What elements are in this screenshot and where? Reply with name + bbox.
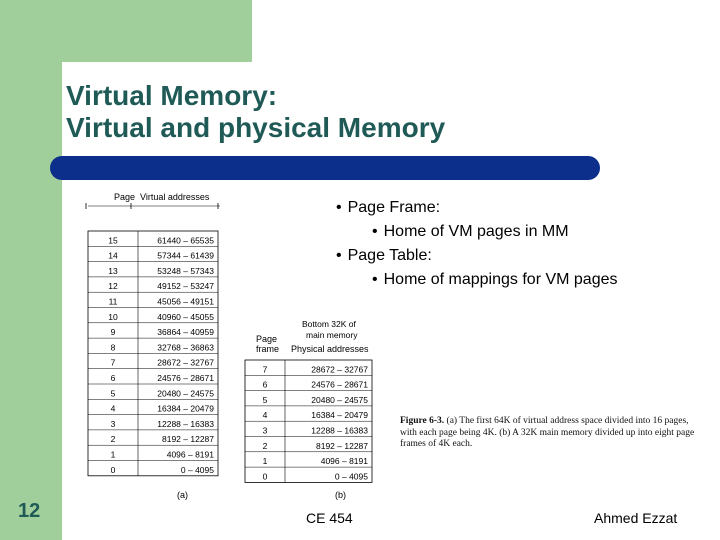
left-table-cell-address: 16384 – 20479 — [157, 403, 214, 414]
left-table — [88, 231, 218, 476]
bullet-text: Home of VM pages in MM — [383, 223, 569, 240]
right-table-cell-address: 4096 – 8191 — [320, 456, 368, 467]
left-table-cell-address: 24576 – 28671 — [157, 373, 214, 383]
title-line-2: Virtual and physical Memory — [66, 112, 446, 143]
right-header-page: Page — [256, 334, 278, 344]
title-underline-bar — [50, 156, 600, 180]
left-table-cell-page: 1 — [110, 449, 116, 460]
figure-caption — [400, 416, 700, 451]
bullet-item: • Home of VM pages in MM — [372, 223, 569, 240]
right-table-cell-address: 8192 – 12287 — [316, 440, 368, 451]
left-table-cell-address: 28672 – 32767 — [157, 357, 214, 368]
left-table-cell-page: 2 — [110, 434, 116, 445]
left-table-cell-address: 45056 – 49151 — [157, 296, 214, 307]
right-table-cell-page: 5 — [262, 394, 268, 405]
left-table-cell-address: 49152 – 53247 — [157, 281, 214, 292]
left-table-cell-page: 12 — [108, 281, 118, 292]
left-header-virtual: Virtual addresses — [140, 192, 210, 202]
left-table-cell-page: 8 — [110, 342, 116, 353]
bullet-item: • Home of mappings for VM pages — [372, 271, 618, 288]
left-table-cell-page: 0 — [110, 464, 116, 475]
left-table-cell-address: 0 – 4095 — [180, 464, 214, 475]
left-table-cell-page: 6 — [110, 373, 116, 383]
right-table-cell-page: 4 — [262, 410, 268, 421]
bullet-item: • Page Frame: — [336, 199, 441, 216]
left-table-cell-page: 13 — [108, 265, 118, 276]
right-table-cell-address: 0 – 4095 — [334, 471, 368, 482]
right-table-cell-address: 20480 – 24575 — [311, 394, 368, 405]
right-table-cell-address: 12288 – 16383 — [311, 425, 368, 436]
right-top-label-1: Bottom 32K of — [302, 319, 356, 329]
bullet-text: Page Table: — [347, 247, 432, 264]
left-table-cell-page: 4 — [110, 403, 116, 414]
right-table-cell-address: 16384 – 20479 — [311, 410, 368, 421]
left-table-cell-address: 40960 – 45055 — [157, 311, 214, 322]
left-table-cell-address: 36864 – 40959 — [157, 327, 214, 338]
bullet-text: Page Frame: — [347, 199, 441, 216]
right-header-physical: Physical addresses — [291, 344, 369, 354]
right-table-cell-page: 6 — [262, 379, 268, 390]
right-table-cell-page: 0 — [262, 471, 268, 482]
left-table-cell-page: 11 — [108, 296, 118, 307]
left-table-cell-page: 10 — [108, 311, 118, 322]
page-table-figure — [80, 188, 390, 508]
label-b: (b) — [335, 490, 346, 500]
slide-number: 12 — [18, 500, 41, 522]
slide-title — [66, 80, 445, 144]
right-header-frame: frame — [256, 344, 280, 354]
decor-green-left — [0, 0, 62, 540]
left-table-cell-address: 61440 – 65535 — [157, 235, 214, 246]
left-table-cell-address: 4096 – 8191 — [166, 449, 214, 460]
caption-bold: Figure 6-3. — [400, 416, 445, 426]
footer-course: CE 454 — [306, 510, 353, 526]
right-table-cell-page: 1 — [262, 456, 268, 467]
right-table-cell-address: 24576 – 28671 — [311, 379, 368, 390]
label-a: (a) — [177, 490, 188, 500]
left-table-cell-address: 32768 – 36863 — [157, 342, 214, 353]
left-header-page: Page — [114, 192, 136, 202]
left-table-cell-address: 8192 – 12287 — [162, 434, 214, 445]
left-table-cell-page: 5 — [110, 388, 116, 399]
right-table-cell-address: 28672 – 32767 — [311, 364, 368, 375]
left-table-cell-address: 53248 – 57343 — [157, 265, 214, 276]
left-table-cell-page: 14 — [108, 250, 118, 261]
right-table — [245, 360, 372, 482]
bullet-item: • Page Table: — [336, 247, 432, 264]
right-table-cell-page: 7 — [262, 364, 268, 375]
left-table-cell-page: 3 — [110, 418, 116, 429]
right-table-cell-page: 3 — [262, 425, 268, 436]
left-table-cell-address: 20480 – 24575 — [157, 388, 214, 399]
caption-text: (a) The first 64K of virtual address space divided into 16 pages, with each page being 4K. (b) A 32K main memory divided up into eight page frames of 4K each. — [400, 416, 695, 449]
left-table-cell-address: 12288 – 16383 — [157, 418, 214, 429]
left-table-cell-page: 7 — [110, 357, 116, 368]
title-line-1: Virtual Memory: — [66, 80, 278, 111]
right-table-cell-page: 2 — [262, 440, 268, 451]
footer-author: Ahmed Ezzat — [594, 510, 678, 526]
left-table-cell-address: 57344 – 61439 — [157, 250, 214, 261]
left-table-cell-page: 9 — [110, 327, 116, 338]
right-top-label-2: main memory — [306, 330, 358, 340]
bullet-text: Home of mappings for VM pages — [383, 271, 618, 288]
left-table-cell-page: 15 — [108, 235, 118, 246]
